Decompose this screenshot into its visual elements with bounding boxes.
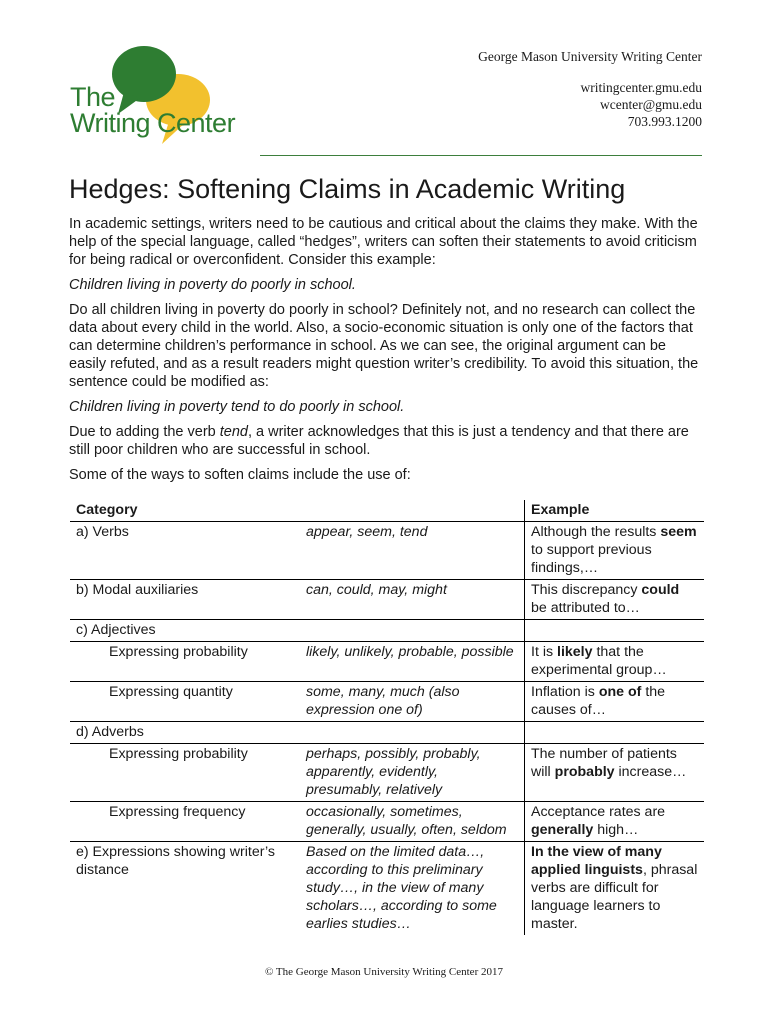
example-bold: generally bbox=[531, 822, 594, 838]
table-row bbox=[70, 620, 704, 642]
document-body bbox=[69, 172, 702, 935]
example-pre: The number of patients will bbox=[531, 746, 677, 780]
table-row bbox=[70, 802, 704, 842]
contact-block bbox=[478, 48, 702, 130]
example-post: high… bbox=[593, 822, 639, 838]
example-cell bbox=[525, 802, 705, 842]
example-cell bbox=[525, 722, 705, 744]
words-cell bbox=[298, 620, 525, 642]
table-row bbox=[70, 842, 704, 936]
example-bold: likely bbox=[557, 644, 593, 660]
table-header-row bbox=[70, 500, 704, 522]
footer-copyright: © The George Mason University Writing Center 2017 bbox=[265, 966, 503, 978]
tend-post: , a writer acknowledges that this is just a tendency and that there are still poor children who are successful in school. bbox=[69, 424, 689, 458]
words-cell: appear, seem, tend bbox=[298, 522, 525, 580]
words-cell: some, many, much (also expression one of) bbox=[298, 682, 525, 722]
words-cell: likely, unlikely, probable, possible bbox=[298, 642, 525, 682]
category-cell: Expressing probability bbox=[70, 642, 298, 682]
logo-text-writing-center: Writing Center bbox=[70, 108, 236, 138]
example-cell bbox=[525, 682, 705, 722]
example-cell bbox=[525, 522, 705, 580]
example-post: increase… bbox=[614, 764, 687, 780]
hedges-table bbox=[70, 500, 704, 935]
example-bold: probably bbox=[554, 764, 615, 780]
words-cell: perhaps, possibly, probably, apparently, evidently, presumably, relatively bbox=[298, 744, 525, 802]
table-row bbox=[70, 580, 704, 620]
page-title: Hedges: Softening Claims in Academic Writing bbox=[69, 174, 626, 204]
writing-center-logo bbox=[66, 44, 256, 154]
example-post: be attributed to… bbox=[531, 600, 640, 616]
category-cell: Expressing frequency bbox=[70, 802, 298, 842]
header-divider bbox=[260, 155, 702, 156]
category-cell: d) Adverbs bbox=[70, 722, 298, 744]
category-cell: Expressing probability bbox=[70, 744, 298, 802]
header-example: Example bbox=[525, 500, 705, 522]
words-cell: can, could, may, might bbox=[298, 580, 525, 620]
category-cell: c) Adjectives bbox=[70, 620, 298, 642]
example-bold: In the view of many applied linguists bbox=[531, 844, 662, 878]
example-bold: could bbox=[641, 582, 680, 598]
example-pre: Although the results bbox=[531, 524, 661, 540]
email-link[interactable]: wcenter@gmu.edu bbox=[599, 97, 702, 112]
phone-number: 703.993.1200 bbox=[627, 114, 702, 129]
table-row bbox=[70, 722, 704, 744]
example-post: that the experimental group… bbox=[531, 644, 667, 678]
intro-paragraph: In academic settings, writers need to be cautious and critical about the claims they make. With the help of the special language, called “hedges”, writers can soften their statements to avoid criticism for being radical or overconfident. Consider this example: bbox=[69, 216, 698, 268]
header-words bbox=[298, 500, 525, 522]
org-name: George Mason University Writing Center bbox=[478, 49, 702, 64]
example-post: , phrasal verbs are difficult for language learners to master. bbox=[531, 862, 698, 932]
category-cell: b) Modal auxiliaries bbox=[70, 580, 298, 620]
example-bold: seem bbox=[660, 524, 697, 540]
words-cell: occasionally, sometimes, generally, usually, often, seldom bbox=[298, 802, 525, 842]
example-bold: one of bbox=[598, 684, 642, 700]
header-category: Category bbox=[70, 500, 298, 522]
table-row bbox=[70, 682, 704, 722]
example-cell bbox=[525, 620, 705, 642]
website-link[interactable]: writingcenter.gmu.edu bbox=[580, 80, 702, 95]
example-post: to support previous findings,… bbox=[531, 542, 652, 576]
example-pre: It is bbox=[531, 644, 558, 660]
tend-word: tend bbox=[219, 424, 248, 440]
category-cell: e) Expressions showing writer’s distance bbox=[76, 844, 275, 878]
table-row bbox=[70, 642, 704, 682]
table-row bbox=[70, 744, 704, 802]
example-cell bbox=[525, 580, 705, 620]
example-cell bbox=[525, 642, 705, 682]
discussion-paragraph: Do all children living in poverty do poorly in school? Definitely not, and no research can collect the data about every child in the world. Also, a socio-economic situation is only one of the factors that can determine children’s performance in school. As we can see, the original argument can be easily refuted, and as a result readers might question writer’s credibility. To avoid this situation, the sentence could be modified as: bbox=[69, 302, 699, 390]
ways-paragraph: Some of the ways to soften claims include the use of: bbox=[69, 467, 411, 483]
example-cell bbox=[525, 744, 705, 802]
words-cell bbox=[298, 722, 525, 744]
example-sentence-1: Children living in poverty do poorly in school. bbox=[69, 277, 356, 293]
category-cell: a) Verbs bbox=[70, 522, 298, 580]
example-post: the causes of… bbox=[531, 684, 666, 718]
example-sentence-2: Children living in poverty tend to do poorly in school. bbox=[69, 399, 405, 415]
table-row bbox=[70, 522, 704, 580]
words-cell: Based on the limited data…, according to this preliminary study…, in the view of many scholars…, according to some earlies studies… bbox=[306, 844, 497, 932]
tend-pre: Due to adding the verb bbox=[69, 424, 220, 440]
logo-text-the: The bbox=[70, 82, 116, 112]
category-cell: Expressing quantity bbox=[70, 682, 298, 722]
example-pre: This discrepancy bbox=[531, 582, 642, 598]
example-pre: Acceptance rates are bbox=[531, 804, 666, 820]
example-pre: Inflation is bbox=[531, 684, 599, 700]
tend-paragraph bbox=[69, 423, 702, 459]
example-cell bbox=[525, 842, 705, 936]
